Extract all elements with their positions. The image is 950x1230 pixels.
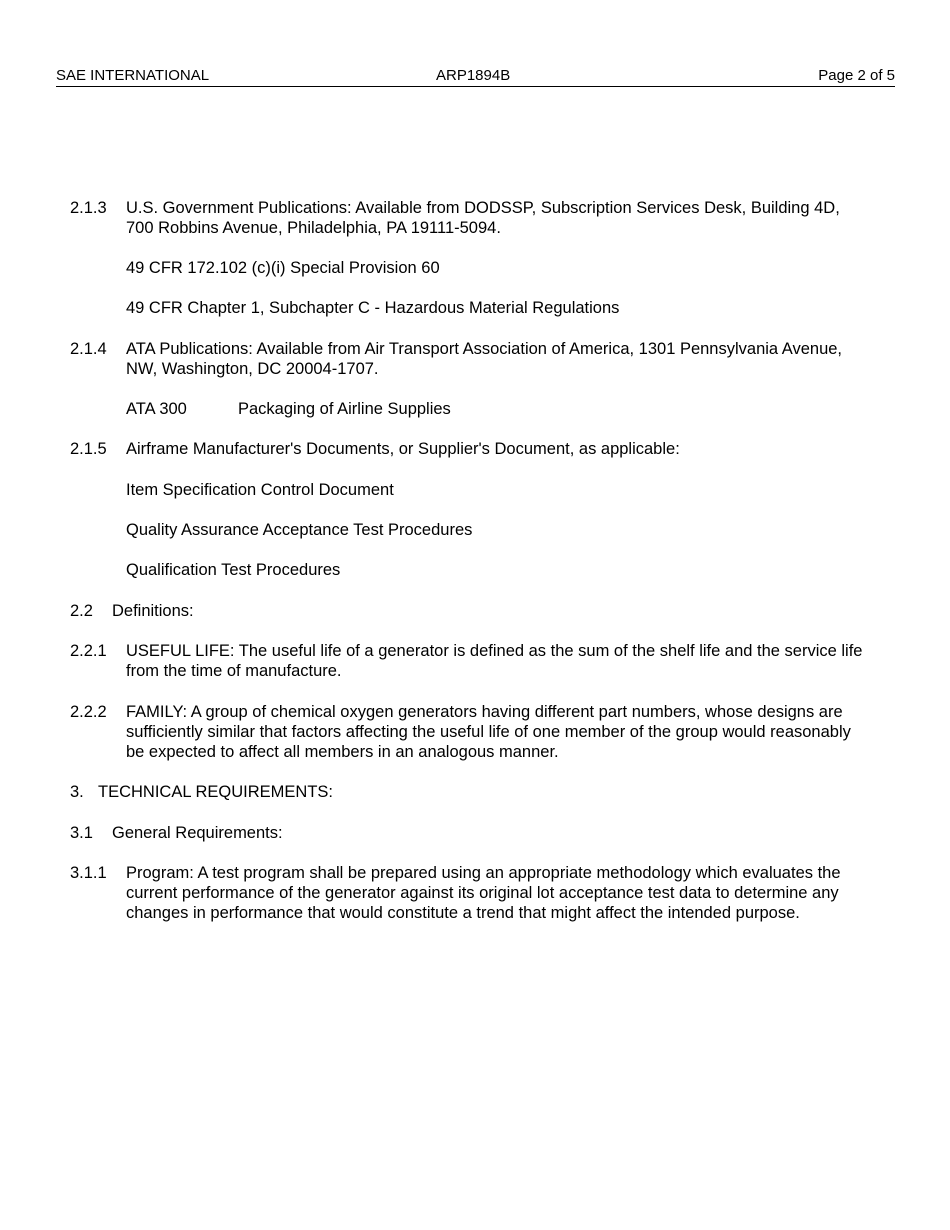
section-text: ATA Publications: Available from Air Transport Association of America, 1301 Pennsylvania Avenue, NW, Washington, DC 20004-1707. xyxy=(126,340,843,378)
section-number: 3. xyxy=(70,783,84,801)
section-heading: TECHNICAL REQUIREMENTS: xyxy=(98,783,333,801)
reference-item: Item Specification Control Document xyxy=(126,481,394,499)
reference-item: 49 CFR 172.102 (c)(i) Special Provision 60 xyxy=(126,259,440,277)
section-number: 2.2.2 xyxy=(70,703,107,721)
section-number: 3.1.1 xyxy=(70,864,107,882)
section-number: 2.2 xyxy=(70,602,93,620)
page-header xyxy=(56,66,895,87)
reference-item: Quality Assurance Acceptance Test Procedures xyxy=(126,521,473,539)
header-page-number: Page 2 of 5 xyxy=(818,67,895,84)
section-number: 3.1 xyxy=(70,824,93,842)
ata-reference-code: ATA 300 xyxy=(126,400,187,418)
section-heading: Definitions: xyxy=(112,602,194,620)
section-text: Airframe Manufacturer's Documents, or Supplier's Document, as applicable: xyxy=(126,440,680,458)
section-text: FAMILY: A group of chemical oxygen generators having different part numbers, whose designs are sufficiently similar that factors affecting the useful life of one member of the group would reasonably be expected to affect all members in an analogous manner. xyxy=(126,703,851,761)
reference-item: Qualification Test Procedures xyxy=(126,561,341,579)
section-heading: General Requirements: xyxy=(112,824,283,842)
section-number: 2.2.1 xyxy=(70,642,107,660)
header-organization: SAE INTERNATIONAL xyxy=(56,67,210,84)
section-text: USEFUL LIFE: The useful life of a generator is defined as the sum of the shelf life and the service life from the time of manufacture. xyxy=(126,642,863,680)
ata-reference-title: Packaging of Airline Supplies xyxy=(238,400,451,418)
section-number: 2.1.5 xyxy=(70,440,107,458)
reference-item: 49 CFR Chapter 1, Subchapter C - Hazardous Material Regulations xyxy=(126,299,620,317)
section-number: 2.1.3 xyxy=(70,199,107,217)
section-text: U.S. Government Publications: Available from DODSSP, Subscription Services Desk, Building 4D, 700 Robbins Avenue, Philadelphia, PA 19111-5094. xyxy=(126,199,840,237)
header-document-number: ARP1894B xyxy=(436,67,511,84)
section-text: Program: A test program shall be prepared using an appropriate methodology which evaluates the current performance of the generator against its original lot acceptance test data to determine any changes in performance that would constitute a trend that might affect the intended purpose. xyxy=(126,864,841,922)
section-number: 2.1.4 xyxy=(70,340,107,358)
